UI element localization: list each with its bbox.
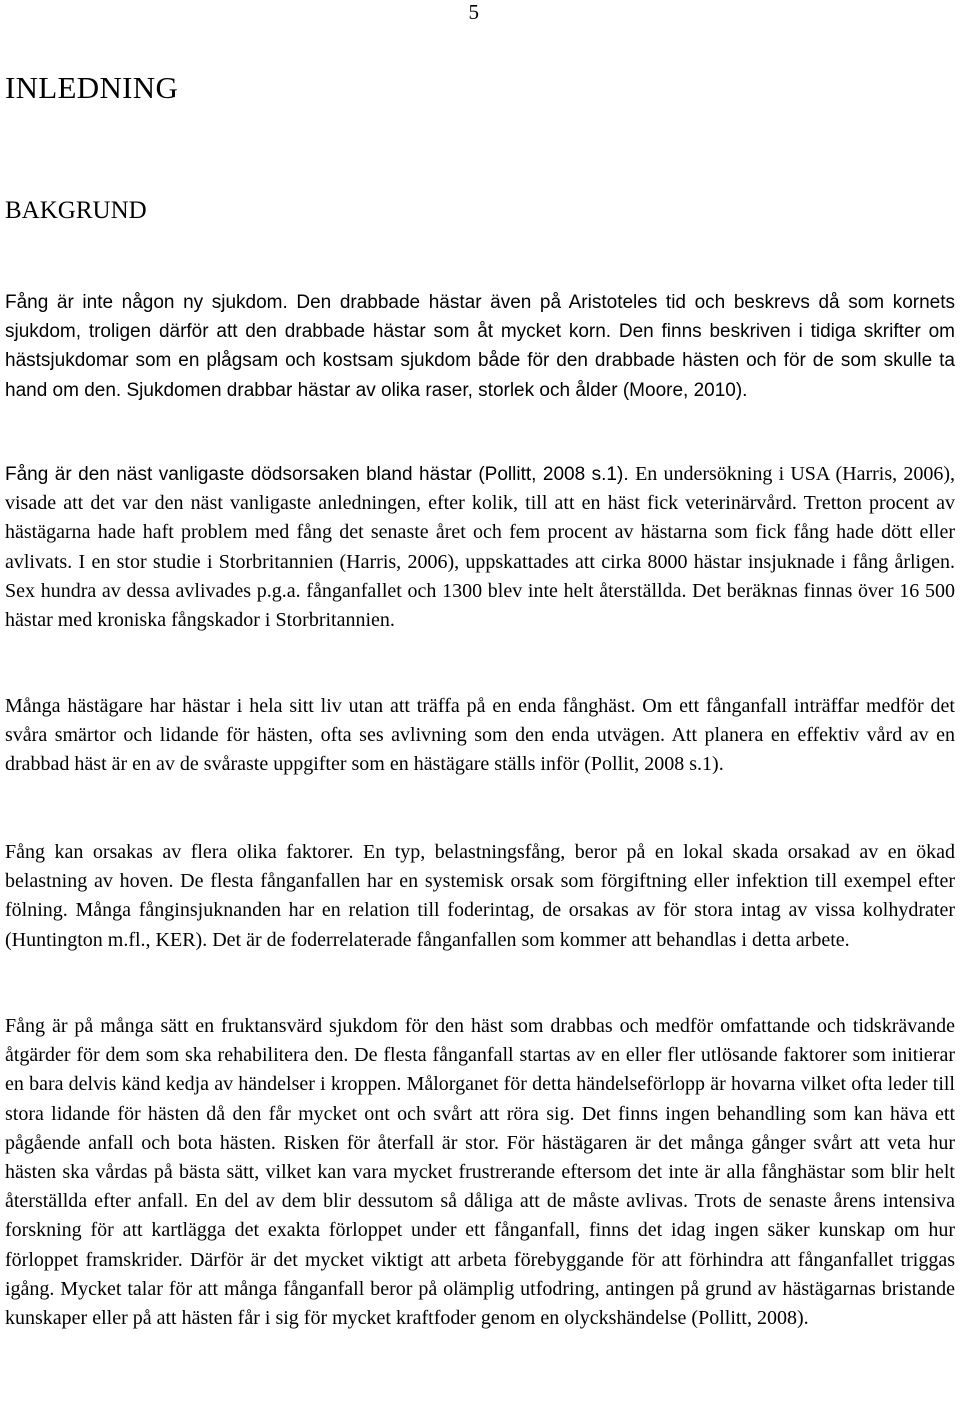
- paragraph-3: [5, 692, 955, 780]
- paragraph-1-text: Fång är inte någon ny sjukdom. Den drabbade hästar även på Aristoteles tid och beskrevs då som kornets sjukdom, troligen därför att den drabbade hästar som åt mycket korn. Den finns beskriven i tidiga skrifter om hästsjukdomar som en plågsam och kostsam sjukdom både för den drabbade hästen och för de som skulle ta hand om den. Sjukdomen drabbar hästar av olika raser, storlek och ålder (Moore, 2010).: [5, 292, 955, 401]
- paragraph-5-text: Fång är på många sätt en fruktansvärd sjukdom för den häst som drabbas och medför omfattande och tidskrävande åtgärder för dem som ska rehabilitera den. De flesta fånganfall startas av en eller fler utlösande faktorer som initierar en bara delvis känd kedja av händelser i kroppen. Målorganet för detta händelseförlopp är hovarna vilket ofta leder till stora lidande för hästen då den får mycket ont och svårt att röra sig. Det finns ingen behandling som kan häva ett pågående anfall och bota hästen. Risken för återfall är stor. För hästägaren är det många gånger svårt att veta hur hästen ska vårdas på bästa sätt, vilket kan vara mycket frustrerande eftersom det inte är alla fånghästar som blir helt återställda efter anfall. En del av dem blir dessutom så dåliga att de måste avlivas. Trots de senaste årens intensiva forskning för att kartlägga det exakta förloppet under ett fånganfall, finns det idag ingen säker kunskap om hur förloppet framskrider. Därför är det mycket viktigt att arbeta förebyggande för att förhindra att fånganfallet triggas igång. Mycket talar för att många fånganfall beror på olämplig utfodring, antingen på grund av hästägarnas bristande kunskaper eller på att hästen får i sig för mycket kraftfoder genom en olyckshändelse (Pollitt, 2008).: [5, 1015, 955, 1330]
- paragraph-2-text-sans: Fång är den näst vanligaste dödsorsaken bland hästar (Pollitt, 2008 s.1).: [5, 464, 636, 485]
- paragraph-4-text: Fång kan orsakas av flera olika faktorer. En typ, belastningsfång, beror på en lokal skada orsakad av en ökad belastning av hoven. De flesta fånganfallen har en systemisk orsak som förgiftning eller infektion till exempel efter fölning. Många fånginsjuknanden har en relation till foderintag, de orsakas av för stora intag av vissa kolhydrater (Huntington m.fl., KER). Det är de foderrelaterade fånganfallen som kommer att behandlas i detta arbete.: [5, 841, 955, 951]
- paragraph-2: [5, 460, 955, 635]
- paragraph-2-text-serif: En undersökning i USA (Harris, 2006), visade att det var den näst vanligaste anledningen, efter kolik, till att en häst fick veterinärvård. Tretton procent av hästägarna hade haft problem med fång det senaste året och fem procent av hästarna som fick fång hade dött eller avlivats. I en stor studie i Storbritannien (Harris, 2006), uppskattades att cirka 8000 hästar insjuknade i fång årligen. Sex hundra av dessa avlivades p.g.a. fånganfallet och 1300 blev inte helt återställda. Det beräknas finnas över 16 500 hästar med kroniska fångskador i Storbritannien.: [5, 463, 955, 632]
- paragraph-4: [5, 838, 955, 955]
- paragraph-1: [5, 288, 955, 405]
- paragraph-5: [5, 1012, 955, 1333]
- chapter-title: INLEDNING: [5, 70, 179, 105]
- paragraph-3-text: Många hästägare har hästar i hela sitt liv utan att träffa på en enda fånghäst. Om ett fånganfall inträffar medför det svåra smärtor och lidande för hästen, ofta ses avlivning som den enda utvägen. Att planera en effektiv vård av en drabbad häst är en av de svåraste uppgifter som en hästägare ställs inför (Pollit, 2008 s.1).: [5, 695, 955, 776]
- page-number: 5: [468, 0, 479, 24]
- section-heading: BAKGRUND: [5, 197, 147, 224]
